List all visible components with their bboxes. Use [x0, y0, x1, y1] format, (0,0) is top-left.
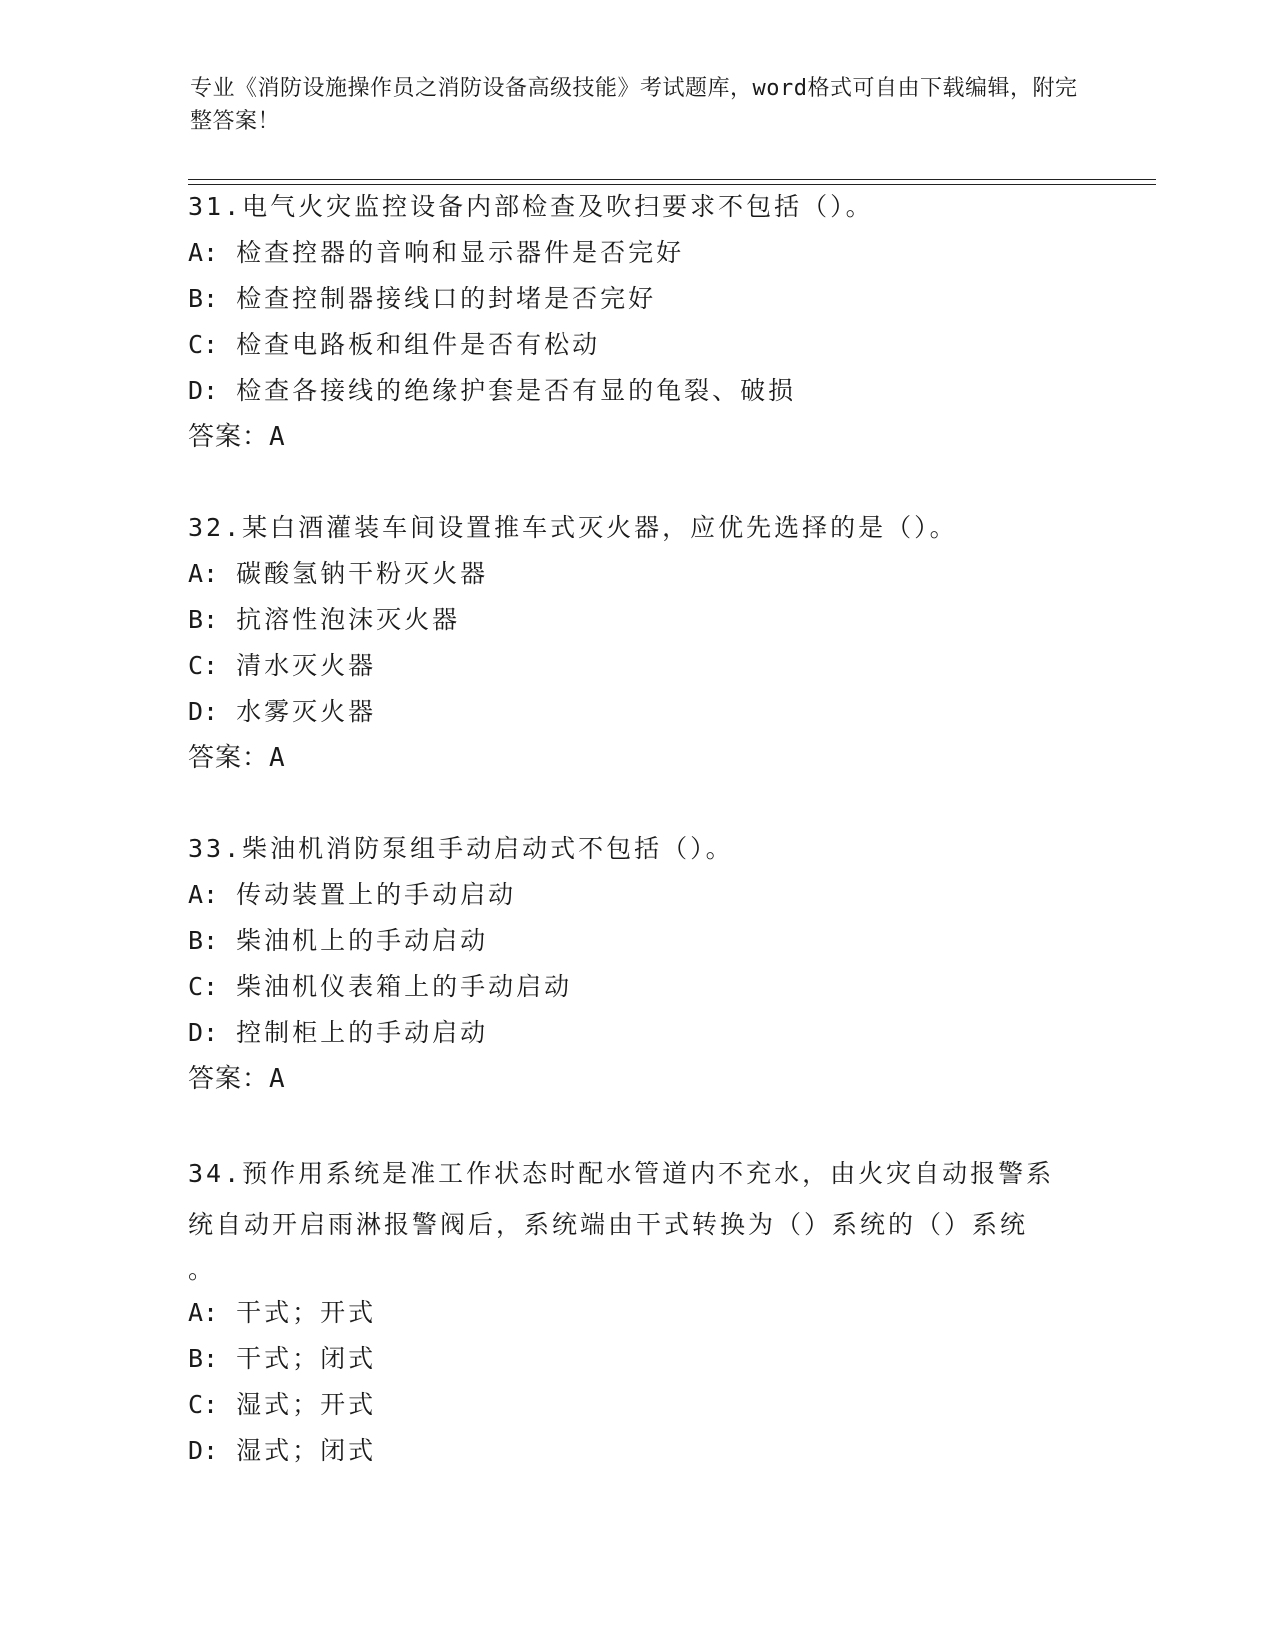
document-intro [190, 72, 1090, 138]
question-33 [188, 826, 1088, 1102]
answer-value: A [269, 1064, 286, 1094]
option-letter: C: [188, 1390, 219, 1419]
answer-label: 答案： [188, 422, 270, 452]
option-text: 干式；闭式 [236, 1344, 377, 1373]
option-text: 柴油机上的手动启动 [236, 926, 489, 955]
question-stem-line-3: 。 [188, 1255, 217, 1284]
option-text: 抗溶性泡沫灭火器 [236, 605, 461, 634]
option-c [188, 643, 1088, 689]
answer [188, 414, 1088, 460]
option-letter: B: [188, 926, 219, 955]
option-letter: C: [188, 651, 219, 680]
question-stem: 33.柴油机消防泵组手动启动式不包括（）。 [188, 834, 734, 863]
option-a [188, 230, 1088, 276]
option-text: 检查控制器接线口的封堵是否完好 [236, 284, 657, 313]
option-text: 湿式；闭式 [236, 1436, 377, 1465]
option-d [188, 1010, 1088, 1056]
option-b [188, 918, 1088, 964]
question-stem-line-2: 统自动开启雨淋报警阀后，系统端由干式转换为（）系统的（）系统 [188, 1210, 1029, 1239]
option-d [188, 1428, 1088, 1474]
option-text: 水雾灭火器 [236, 697, 377, 726]
answer [188, 1056, 1088, 1102]
header-divider-top [188, 179, 1156, 180]
option-letter: B: [188, 284, 219, 313]
option-text: 湿式；开式 [236, 1390, 377, 1419]
option-text: 柴油机仪表箱上的手动启动 [236, 972, 573, 1001]
option-b [188, 597, 1088, 643]
option-a [188, 872, 1088, 918]
option-text: 干式；开式 [236, 1298, 377, 1327]
question-stem: 31.电气火灾监控设备内部检查及吹扫要求不包括（）。 [188, 192, 874, 221]
option-a [188, 551, 1088, 597]
option-letter: A: [188, 238, 219, 267]
question-stem: 32.某白酒灌装车间设置推车式灭火器，应优先选择的是（）。 [188, 513, 958, 542]
option-letter: D: [188, 376, 219, 405]
option-letter: A: [188, 1298, 219, 1327]
option-c [188, 964, 1088, 1010]
option-text: 检查控器的音响和显示器件是否完好 [236, 238, 685, 267]
option-letter: D: [188, 697, 219, 726]
question-34 [188, 1148, 1088, 1474]
option-letter: C: [188, 972, 219, 1001]
option-text: 传动装置上的手动启动 [236, 880, 517, 909]
question-stem-line-1: 34.预作用系统是准工作状态时配水管道内不充水，由火灾自动报警系 [188, 1159, 1055, 1188]
option-letter: B: [188, 1344, 219, 1373]
option-text: 清水灭火器 [236, 651, 377, 680]
answer-value: A [269, 743, 286, 773]
option-b [188, 1336, 1088, 1382]
option-letter: B: [188, 605, 219, 634]
option-text: 检查电路板和组件是否有松动 [236, 330, 601, 359]
intro-text: 专业《消防设施操作员之消防设备高级技能》考试题库，word格式可自由下载编辑，附完整答案！ [190, 76, 1078, 134]
option-d [188, 689, 1088, 735]
option-letter: D: [188, 1018, 219, 1047]
answer-value: A [269, 422, 286, 452]
option-d [188, 368, 1088, 414]
option-b [188, 276, 1088, 322]
option-text: 碳酸氢钠干粉灭火器 [236, 559, 489, 588]
answer-label: 答案： [188, 1064, 270, 1094]
option-c [188, 322, 1088, 368]
option-a [188, 1290, 1088, 1336]
answer [188, 735, 1088, 781]
answer-label: 答案： [188, 743, 270, 773]
option-letter: A: [188, 559, 219, 588]
option-letter: A: [188, 880, 219, 909]
option-text: 检查各接线的绝缘护套是否有显的龟裂、破损 [236, 376, 797, 405]
option-c [188, 1382, 1088, 1428]
question-31 [188, 184, 1088, 460]
option-letter: C: [188, 330, 219, 359]
option-text: 控制柜上的手动启动 [236, 1018, 489, 1047]
question-32 [188, 505, 1088, 781]
option-letter: D: [188, 1436, 219, 1465]
